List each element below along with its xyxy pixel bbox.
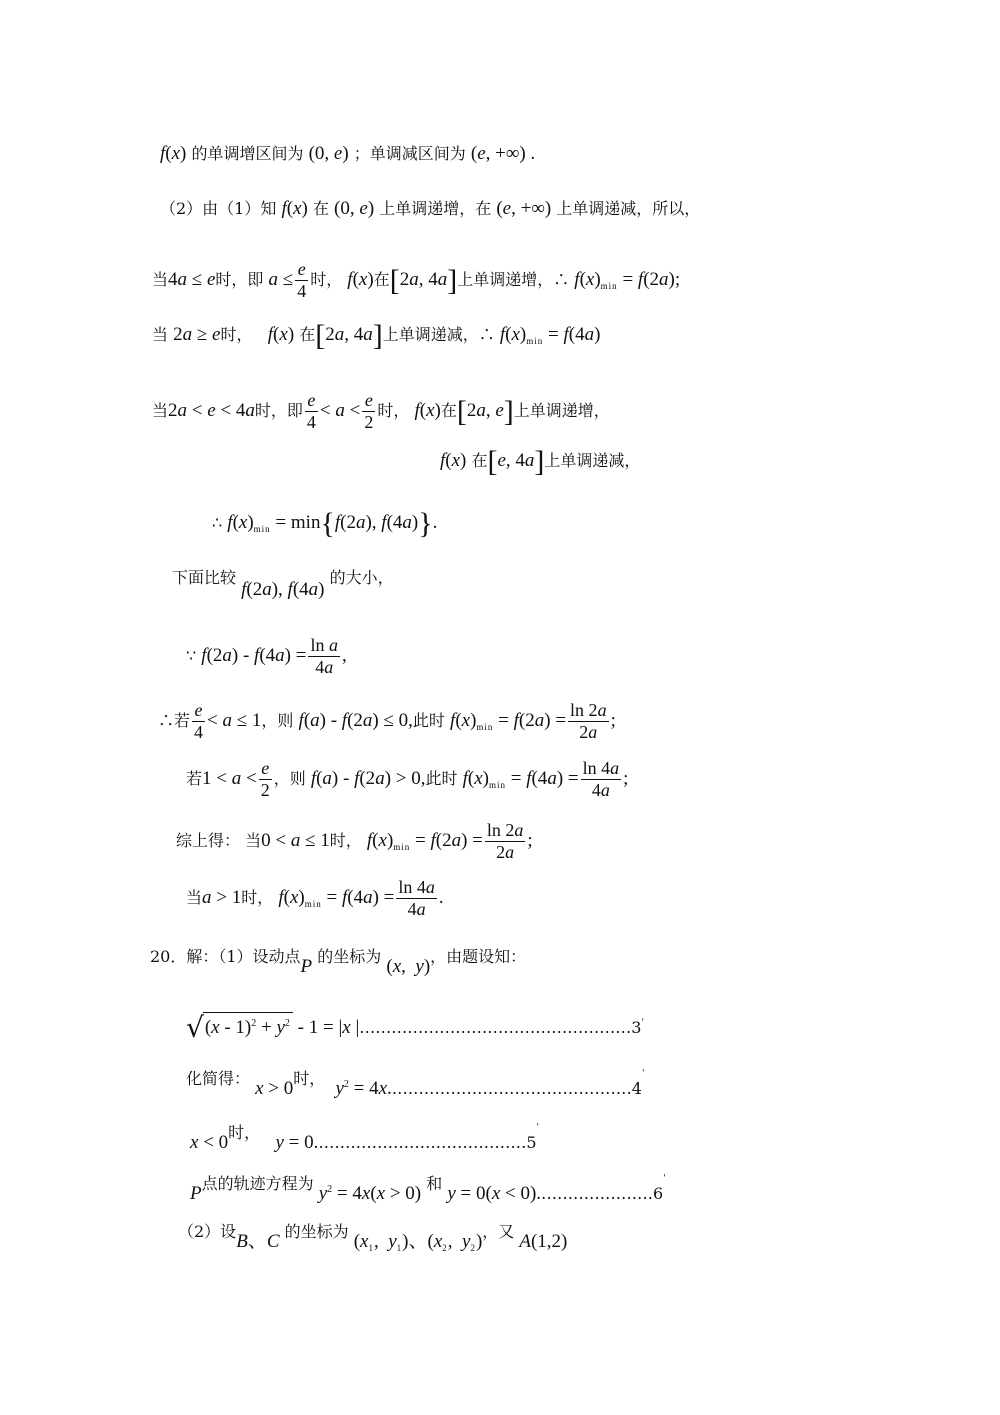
text: 此时 <box>412 711 445 730</box>
text: 在 <box>373 270 390 289</box>
text: 在 <box>471 451 488 470</box>
fraction: $\frac{\ln 2a}{2a}$ <box>486 820 524 862</box>
fraction: $\frac{\ln 4a}{4a}$ <box>582 758 620 800</box>
text: 上单调递减， <box>544 451 641 470</box>
line-19: （2）设B、C 的坐标为 ($x_1$, $y_1$)、($x_2$, $y_2$)，又 A(1,2) <box>178 1222 568 1253</box>
text: 时，即 <box>254 401 303 420</box>
text: 时， <box>293 1069 326 1088</box>
text: 时， <box>329 831 362 850</box>
text: 时， <box>241 888 274 907</box>
line-9: ∵ f(2a) - f(4a) = $\frac{\text{ln a}}{4a}$ , <box>186 635 347 677</box>
fraction: $\frac{\ln 4a}{4a}$ <box>398 877 435 919</box>
fraction: $\frac{\ln 2a}{2a}$ <box>570 700 607 742</box>
line-8: 下面比较 f(2a), f(4a) 的大小， <box>172 568 394 600</box>
text: 在 <box>312 199 329 218</box>
text: ，由题设知： <box>430 947 527 966</box>
fraction: $\frac{\text{ln a}}{4a}$ <box>310 635 338 677</box>
text: 上单调递减，所以， <box>556 199 701 218</box>
text: 当 <box>152 325 169 344</box>
text: 上单调递增， <box>513 401 610 420</box>
dot-leader: …………………6 <box>541 1184 664 1203</box>
text: 和 <box>426 1174 443 1193</box>
dot-leader: ……………………………………………3 <box>359 1018 642 1037</box>
text: 时， <box>228 1123 261 1142</box>
text: 在 <box>440 401 457 420</box>
dot-leader: ………………………………………4 <box>391 1079 642 1098</box>
text: ，又 <box>482 1222 515 1241</box>
text: ；单调减区间为 <box>353 144 466 163</box>
text: 化简得： <box>186 1069 251 1088</box>
line-14: 20．解：（1）设动点P 的坐标为 (x, y)，由题设知： <box>150 947 527 977</box>
text: 当 <box>152 401 169 420</box>
text: 点的轨迹方程为 <box>201 1174 314 1193</box>
text: 20．解：（1）设动点 <box>150 947 301 966</box>
line-11: 若1 < a < $\frac{e}{2}$ ，则 f(a) - f(2a) > 0,此时 $f(x)_{min} = f(4a)$ = $\frac{\ln 4a}{4a}$ ; <box>186 758 629 800</box>
text: 时， <box>220 325 253 344</box>
text: （2）设 <box>178 1222 237 1241</box>
text: 的单调增区间为 <box>191 144 304 163</box>
text: ∴ <box>212 513 223 532</box>
fraction: $\frac{e}{4}$ <box>194 700 204 742</box>
text: 当 <box>186 888 203 907</box>
line-15: $√(x - 1)^2 + y^2 - 1 = |x$ |……………………………………………3' <box>186 1011 644 1044</box>
line-4: 当 2a ≥ e时， f(x) 在[2a, 4a]上单调递减，∴ $f(x)_{min} = f(4a)$ <box>152 319 601 352</box>
text: ，则 <box>261 711 294 730</box>
line-1: f(x) 的单调增区间为 (0, e) ；单调减区间为 (e, +∞) . <box>160 143 536 164</box>
text: 的大小， <box>329 568 394 587</box>
text: 上单调递增，在 <box>379 199 492 218</box>
text: 时， <box>377 401 410 420</box>
text: 上单调递减，∴ <box>382 325 495 344</box>
text: 的坐标为 <box>284 1222 349 1241</box>
line-12: 综上得： 当0 < a ≤ 1时， $f(x)_{min} = f(2a)$ = $\frac{\ln 2a}{2a}$ ; <box>176 820 533 862</box>
fraction: $\frac{e}{4}$ <box>306 390 316 432</box>
line-13: 当a > 1时， $f(x)_{min} = f(4a)$ = $\frac{\ln 4a}{4a}$ . <box>186 877 444 919</box>
line-10: ∴若 $\frac{e}{4}$ < a ≤ 1，则 f(a) - f(2a) ≤ 0,此时 $f(x)_{min} = f(2a)$ = $\frac{\ln 2a}{2a}$ ; <box>158 700 616 742</box>
line-17: x < 0时， y = 0.…………………………………5' <box>190 1123 540 1153</box>
text: ∴若 <box>158 711 191 730</box>
text: 时， <box>310 270 343 289</box>
line-6: f(x) 在[e, 4a]上单调递减， <box>440 445 641 478</box>
text: 时，即 <box>215 270 264 289</box>
line-2: （2）由（1）知 f(x) 在 (0, e) 上单调递增，在 (e, +∞) 上单调递减，所以， <box>160 198 701 219</box>
dot-leader: …………………………………5 <box>318 1133 537 1152</box>
text: ∵ <box>186 646 197 665</box>
text: 此时 <box>425 769 458 788</box>
text: 若 <box>186 769 203 788</box>
fraction: $\frac{e}{4}$ <box>297 259 307 301</box>
text: 上单调递增，∴ <box>457 270 570 289</box>
line-7: ∴ $f(x)_{min} = \min\{f(2a)$, f(4a)}. <box>212 507 438 540</box>
line-16: 化简得： x > 0时， $y^2$ = 4x.………………………………………4' <box>186 1069 645 1099</box>
text: 综上得： <box>176 831 241 850</box>
text: （2）由（1）知 <box>160 199 277 218</box>
fraction: $\frac{e}{2}$ <box>260 758 270 800</box>
text: 在 <box>299 325 316 344</box>
text: ，则 <box>273 769 306 788</box>
text: 当 <box>245 831 262 850</box>
text: 的坐标为 <box>317 947 382 966</box>
line-18: P点的轨迹方程为 $y^2 = 4x(x > 0)$ 和 y = 0(x < 0).…………………6' <box>190 1174 666 1204</box>
line-5: 当2a < e < 4a时，即 $\frac{e}{4}$ < a < $\frac{e}{2}$ 时， f(x)在[2a, e]上单调递增， <box>152 390 610 432</box>
fraction: $\frac{e}{2}$ <box>364 390 374 432</box>
text: 当 <box>152 270 169 289</box>
text: 下面比较 <box>172 568 237 587</box>
line-3: 当4a ≤ e时，即 a ≤ $\frac{e}{4}$ 时， f(x)在[2a, 4a]上单调递增，∴ $f(x)_{min} = f(2a)$; <box>152 259 681 301</box>
